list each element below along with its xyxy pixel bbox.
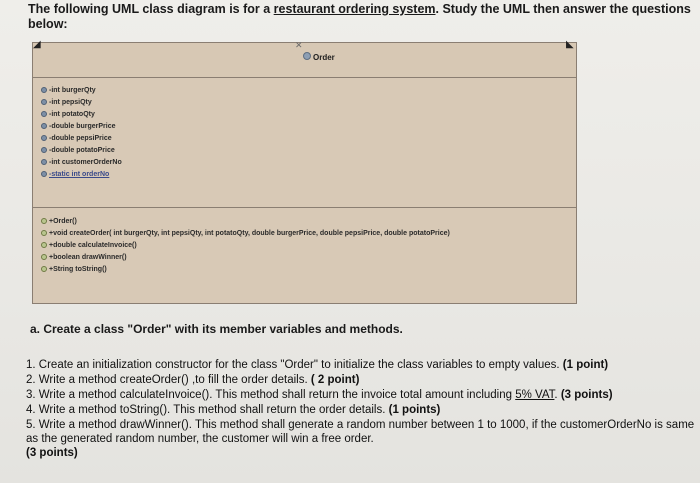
attribute-row: -double potatoPrice <box>41 145 115 156</box>
question-list <box>26 358 696 461</box>
uml-class-diagram <box>32 39 577 304</box>
method-icon <box>41 218 47 224</box>
method-icon <box>41 230 47 236</box>
method-icon <box>41 242 47 248</box>
attribute-row: -int customerOrderNo <box>41 157 122 168</box>
class-name: Order <box>313 53 335 62</box>
resize-right-icon: ◣ <box>566 39 574 50</box>
attribute-row: -int potatoQty <box>41 109 95 120</box>
attributes-compartment <box>33 77 576 208</box>
method-row: +Order() <box>41 216 77 227</box>
question-a: a. Create a class "Order" with its member variables and methods. <box>30 322 403 336</box>
vat-link[interactable]: 5% VAT <box>515 389 555 401</box>
attribute-row: -double burgerPrice <box>41 121 116 132</box>
attribute-row: -int pepsiQty <box>41 97 92 108</box>
question-item: 1. Create an initialization constructor for the class "Order" to initialize the class variables to empty values. (1 point) <box>26 359 609 371</box>
method-row: +double calculateInvoice() <box>41 240 137 251</box>
intro-link[interactable]: restaurant ordering system <box>273 2 436 16</box>
intro-text <box>28 2 698 32</box>
attribute-row: -static int orderNo <box>41 169 109 180</box>
methods-compartment <box>33 208 576 303</box>
question-item: 5. Write a method drawWinner(). This method shall generate a random number between 1 to 1000, if the customerOrderNo is same as the generated random number, the customer will win a free order. (3 points) <box>26 419 695 459</box>
question-item: 3. Write a method calculateInvoice(). This method shall return the invoice total amount including 5% VAT. (3 points) <box>26 389 613 401</box>
method-icon <box>41 266 47 272</box>
resize-left-icon: ◢ <box>33 39 41 50</box>
attribute-row: -int burgerQty <box>41 85 96 96</box>
field-icon <box>41 135 47 141</box>
uml-class-header <box>33 39 576 78</box>
field-icon <box>41 87 47 93</box>
intro-end: . Study the UML then answer the questions below: <box>28 2 691 31</box>
method-icon <box>41 254 47 260</box>
method-row: +String toString() <box>41 264 107 275</box>
attribute-row: -double pepsiPrice <box>41 133 112 144</box>
method-row: +void createOrder( int burgerQty, int pepsiQty, int potatoQty, double burgerPrice, double pepsiPrice, double potatoPrice) <box>41 228 450 239</box>
static-field-icon <box>41 171 47 177</box>
pin-icon: ✕ <box>295 40 303 50</box>
field-icon <box>41 99 47 105</box>
field-icon <box>41 111 47 117</box>
class-icon <box>303 52 311 60</box>
field-icon <box>41 147 47 153</box>
field-icon <box>41 159 47 165</box>
question-item: 2. Write a method createOrder() ,to fill the order details. ( 2 point) <box>26 374 360 386</box>
question-item: 4. Write a method toString(). This method shall return the order details. (1 points) <box>26 404 441 416</box>
intro-start: The following UML class diagram is for a <box>28 2 274 16</box>
method-row: +boolean drawWinner() <box>41 252 127 263</box>
field-icon <box>41 123 47 129</box>
